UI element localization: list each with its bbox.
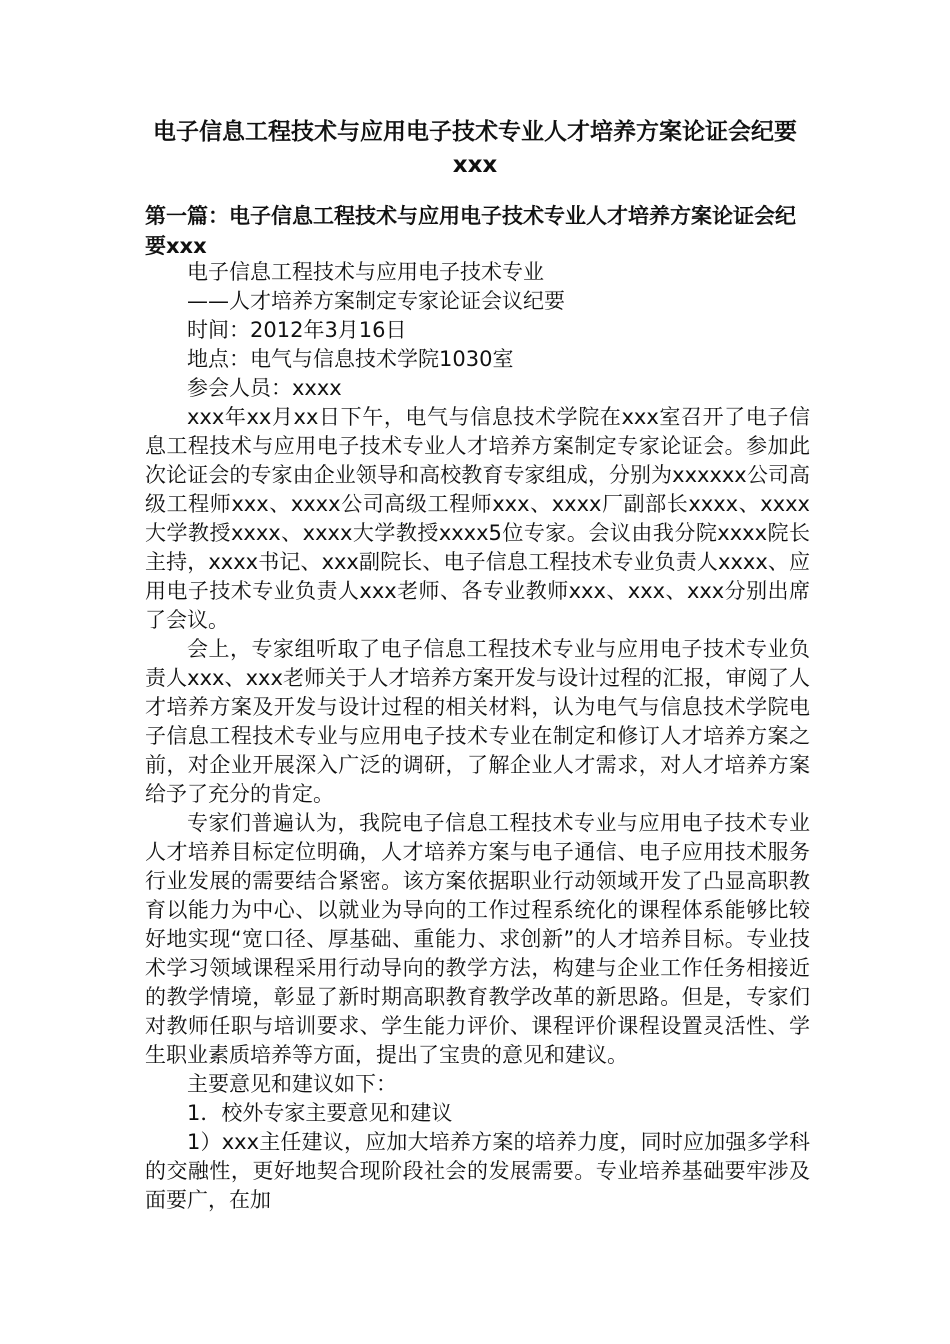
document-title: 电子信息工程技术与应用电子技术专业人才培养方案论证会纪要xxx	[153, 119, 797, 178]
attendees: 参会人员：xxxx	[187, 375, 342, 400]
paragraph-suggestions-intro: 主要意见和建议如下：	[187, 1071, 397, 1096]
paragraph-review: 会上，专家组听取了电子信息工程技术专业与应用电子技术专业负责人xxx、xxx老师关于人才培养方案开发与设计过程的汇报，审阅了人才培养方案及开发与设计过程的相关材料，认为电气与信息技术学院电子信息工程技术专业与应用电子技术专业在制定和修订人才培养方案之前，对企业开展深入广泛的调研，了解企业人才需求，对人才培养方案给予了充分的肯定。	[145, 636, 810, 806]
paragraph-external-experts-heading: 1．校外专家主要意见和建议	[187, 1100, 453, 1125]
subtitle-line: ——人才培养方案制定专家论证会议纪要	[187, 288, 565, 313]
paragraph-expert-opinion: 专家们普遍认为，我院电子信息工程技术专业与应用电子技术专业人才培养目标定位明确，人才培养方案与电子通信、电子应用技术服务行业发展的需要结合紧密。该方案依据职业行动领域开发了凸显高职教育以能力为中心、以就业为导向的工作过程系统化的课程体系能够比较好地实现“宽口径、厚基础、重能力、求创新”的人才培养目标。专业技术学习领域课程采用行动导向的教学方法，构建与企业工作任务相接近的教学情境，彰显了新时期高职教育教学改革的新思路。但是，专家们对教师任职与培训要求、学生能力评价、课程评价课程设置灵活性、学生职业素质培养等方面，提出了宝贵的意见和建议。	[145, 810, 810, 1067]
paragraph-meeting-overview: xxx年xx月xx日下午，电气与信息技术学院在xxx室召开了电子信息工程技术与应用电子技术专业人才培养方案制定专家论证会。参加此次论证会的专家由企业领导和高校教育专家组成，分别为xxxxxx公司高级工程师xxx、xxxx公司高级工程师xxx、xxxx厂副部长xxxx、xxxx大学教授xxxx、xxxx大学教授xxxx5位专家。会议由我分院xxxx院长主持，xxxx书记、xxx副院长、电子信息工程技术专业负责人xxxx、应用电子技术专业负责人xxx老师、各专业教师xxx、xxx、xxx分别出席了会议。	[145, 404, 810, 632]
paragraph-suggestion-1: 1）xxx主任建议，应加大培养方案的培养力度，同时应加强多学科的交融性，更好地契合现阶段社会的发展需要。专业培养基础要牢涉及面要广，在加	[145, 1129, 810, 1212]
meeting-time: 时间：2012年3月16日	[187, 317, 407, 342]
subject-line: 电子信息工程技术与应用电子技术专业	[187, 260, 544, 284]
document-body	[145, 258, 810, 1215]
section-heading: 第一篇：电子信息工程技术与应用电子技术专业人才培养方案论证会纪要xxx	[145, 204, 796, 258]
meeting-location: 地点：电气与信息技术学院1030室	[187, 346, 514, 371]
